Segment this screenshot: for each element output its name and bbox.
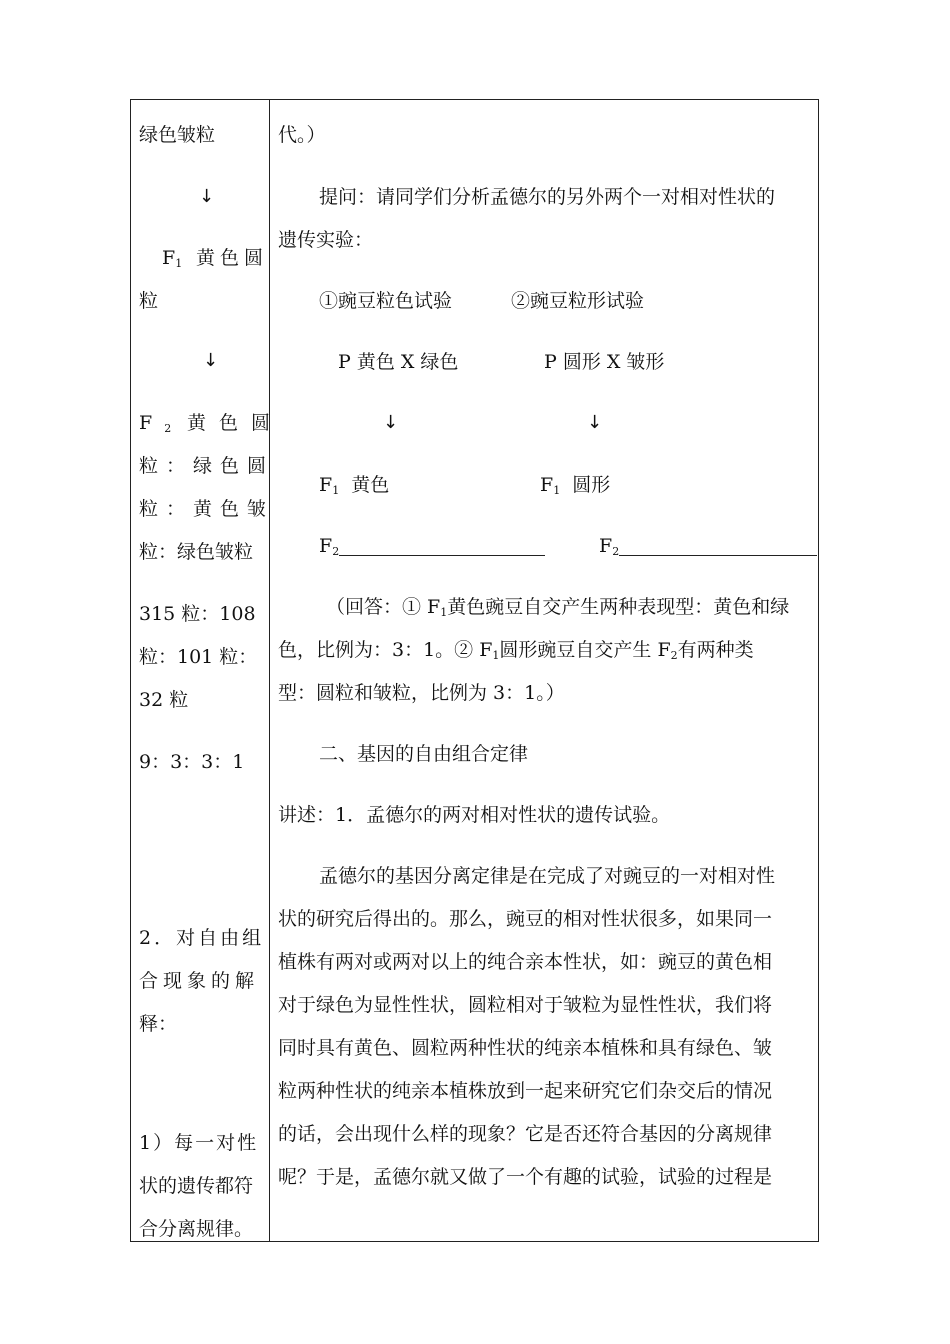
left-counts-line3: 32 粒 bbox=[139, 689, 189, 711]
left-point-line2: 状的遗传都符 bbox=[139, 1175, 254, 1197]
exp2-parent: P 圆形 X 皱形 bbox=[544, 351, 665, 373]
lecture-line: 讲述：1．孟德尔的两对相对性状的遗传试验。 bbox=[278, 804, 671, 826]
answer-line1: （回答：① $F_1$黄色豌豆自交产生两种表现型：黄色和绿 bbox=[326, 596, 790, 619]
column-divider bbox=[269, 100, 270, 1241]
right-line-dai: 代。） bbox=[278, 124, 326, 146]
left-f2-line2: 粒：绿色圆 bbox=[139, 455, 275, 477]
arrow-down-icon: ↓ bbox=[587, 412, 603, 433]
answer-line3: 型：圆粒和皱粒，比例为 3：1。） bbox=[278, 682, 565, 704]
left-f2-label: F $_2$ bbox=[139, 412, 172, 435]
para-line1: 孟德尔的基因分离定律是在完成了对豌豆的一对相对性 bbox=[319, 865, 776, 887]
section-title: 二、基因的自由组合定律 bbox=[319, 743, 529, 765]
para-line8: 呢？于是，孟德尔就又做了一个有趣的试验，试验的过程是 bbox=[278, 1166, 773, 1188]
arrow-down-icon: ↓ bbox=[199, 186, 215, 207]
arrow-down-icon: ↓ bbox=[383, 412, 399, 433]
right-question-line2: 遗传实验： bbox=[278, 229, 374, 251]
arrow-down-icon: ↓ bbox=[203, 350, 219, 371]
exp1-f2-blank[interactable]: $F_2$ bbox=[319, 535, 545, 563]
exp2-f2-blank[interactable]: $F_2$ bbox=[599, 535, 817, 563]
left-point-line3: 合分离规律。 bbox=[139, 1218, 254, 1240]
left-f2-text: 黄色圆 bbox=[187, 412, 284, 434]
para-line3: 植株有两对或两对以上的纯合亲本性状，如：豌豆的黄色相 bbox=[278, 951, 773, 973]
left-f2-line4: 粒：绿色皱粒 bbox=[139, 541, 254, 563]
left-point-line1: 1）每一对性 bbox=[139, 1132, 259, 1154]
left-f1-text-2: 粒 bbox=[139, 290, 159, 312]
answer-line2: 色，比例为：3：1。② $F_1$圆形豌豆自交产生 $F_2$有两种类 bbox=[278, 639, 754, 662]
left-explain-line2: 合现象的解 bbox=[139, 970, 260, 992]
left-f2-line3: 粒：黄色皱 bbox=[139, 498, 275, 520]
exp2-f2-answer-line[interactable] bbox=[619, 539, 817, 556]
left-ratio: 9：3：3：1 bbox=[139, 751, 245, 773]
exp1-title: ①豌豆粒色试验 bbox=[319, 290, 453, 312]
left-explain-line3: 释： bbox=[139, 1013, 178, 1035]
left-counts-line2: 粒：101 粒： bbox=[139, 646, 258, 668]
right-question-line1: 提问：请同学们分析孟德尔的另外两个一对相对性状的 bbox=[319, 186, 776, 208]
para-line4: 对于绿色为显性性状，圆粒相对于皱粒为显性性状，我们将 bbox=[278, 994, 773, 1016]
left-f1-label: $F_1$ bbox=[162, 247, 183, 270]
para-line6: 粒两种性状的纯亲本植株放到一起来研究它们杂交后的情况 bbox=[278, 1080, 773, 1102]
para-line5: 同时具有黄色、圆粒两种性状的纯亲本植株和具有绿色、皱 bbox=[278, 1037, 773, 1059]
exp1-f2-answer-line[interactable] bbox=[339, 539, 545, 556]
exp1-f1: $F_1$ 黄色 bbox=[319, 474, 390, 497]
para-line7: 的话，会出现什么样的现象？它是否还符合基因的分离规律 bbox=[278, 1123, 773, 1145]
para-line2: 状的研究后得出的。那么，豌豆的相对性状很多，如果同一 bbox=[278, 908, 773, 930]
exp2-f1: $F_1$ 圆形 bbox=[540, 474, 611, 497]
left-f1-text: 黄色圆 bbox=[196, 247, 269, 269]
left-counts-line1: 315 粒：108 bbox=[139, 603, 256, 625]
exp2-title: ②豌豆粒形试验 bbox=[511, 290, 645, 312]
lesson-table bbox=[130, 99, 819, 1242]
left-explain-line1: 2．对自由组 bbox=[139, 927, 265, 949]
exp1-parent: P 黄色 X 绿色 bbox=[338, 351, 459, 373]
left-green-wrinkled: 绿色皱粒 bbox=[139, 124, 216, 146]
